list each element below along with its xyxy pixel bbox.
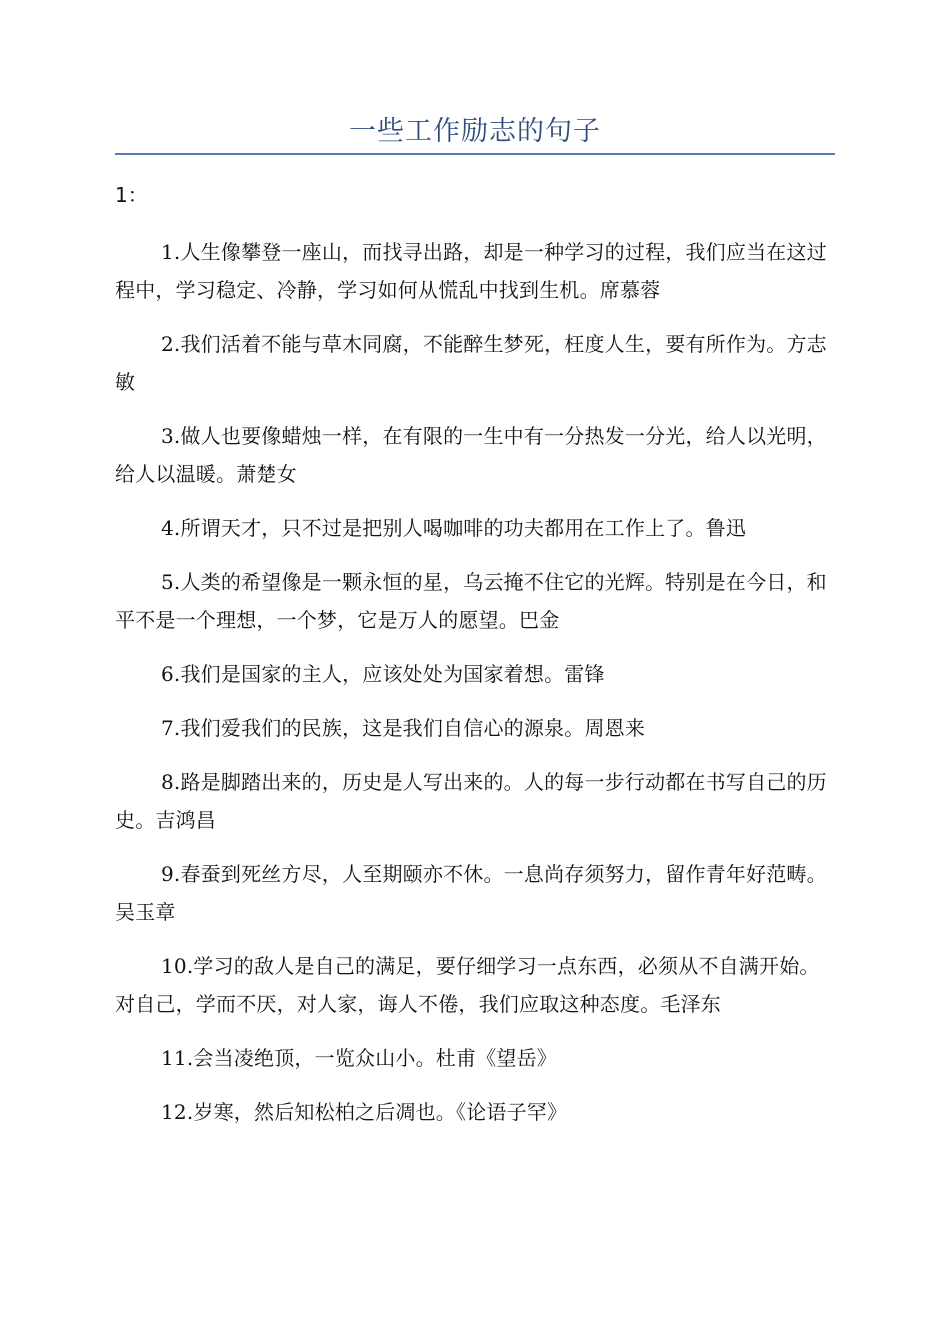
quote-item: 12.岁寒，然后知松柏之后凋也。《论语子罕》 xyxy=(161,1100,568,1124)
quote-item: 4.所谓天才，只不过是把别人喝咖啡的功夫都用在工作上了。鲁迅 xyxy=(161,516,747,540)
quote-item: 11.会当凌绝顶，一览众山小。杜甫《望岳》 xyxy=(161,1046,558,1070)
quote-item: 9.春蚕到死丝方尽，人至期颐亦不休。一息尚存须努力，留作青年好范畴。吴玉章 xyxy=(115,862,827,924)
quote-item: 2.我们活着不能与草木同腐，不能醉生梦死，枉度人生，要有所作为。方志敏 xyxy=(115,332,827,394)
quote-list xyxy=(115,233,835,1147)
quote-item: 10.学习的敌人是自己的满足，要仔细学习一点东西，必须从不自满开始。对自己，学而不厌，对人家，诲人不倦，我们应取这种态度。毛泽东 xyxy=(115,954,820,1016)
quote-item: 1.人生像攀登一座山，而找寻出路，却是一种学习的过程，我们应当在这过程中，学习稳定、冷静，学习如何从慌乱中找到生机。席慕蓉 xyxy=(115,240,827,302)
quote-item: 6.我们是国家的主人，应该处处为国家着想。雷锋 xyxy=(161,662,605,686)
title-underline xyxy=(115,153,835,155)
section-heading: 1： xyxy=(115,183,148,207)
document-title: 一些工作励志的句子 xyxy=(349,116,601,147)
quote-item: 7.我们爱我们的民族，这是我们自信心的源泉。周恩来 xyxy=(161,716,646,740)
quote-item: 3.做人也要像蜡烛一样，在有限的一生中有一分热发一分光，给人以光明，给人以温暖。萧楚女 xyxy=(115,424,827,486)
quote-item: 5.人类的希望像是一颗永恒的星，乌云掩不住它的光辉。特别是在今日，和平不是一个理想，一个梦，它是万人的愿望。巴金 xyxy=(115,570,827,632)
quote-item: 8.路是脚踏出来的，历史是人写出来的。人的每一步行动都在书写自己的历史。吉鸿昌 xyxy=(115,770,827,832)
